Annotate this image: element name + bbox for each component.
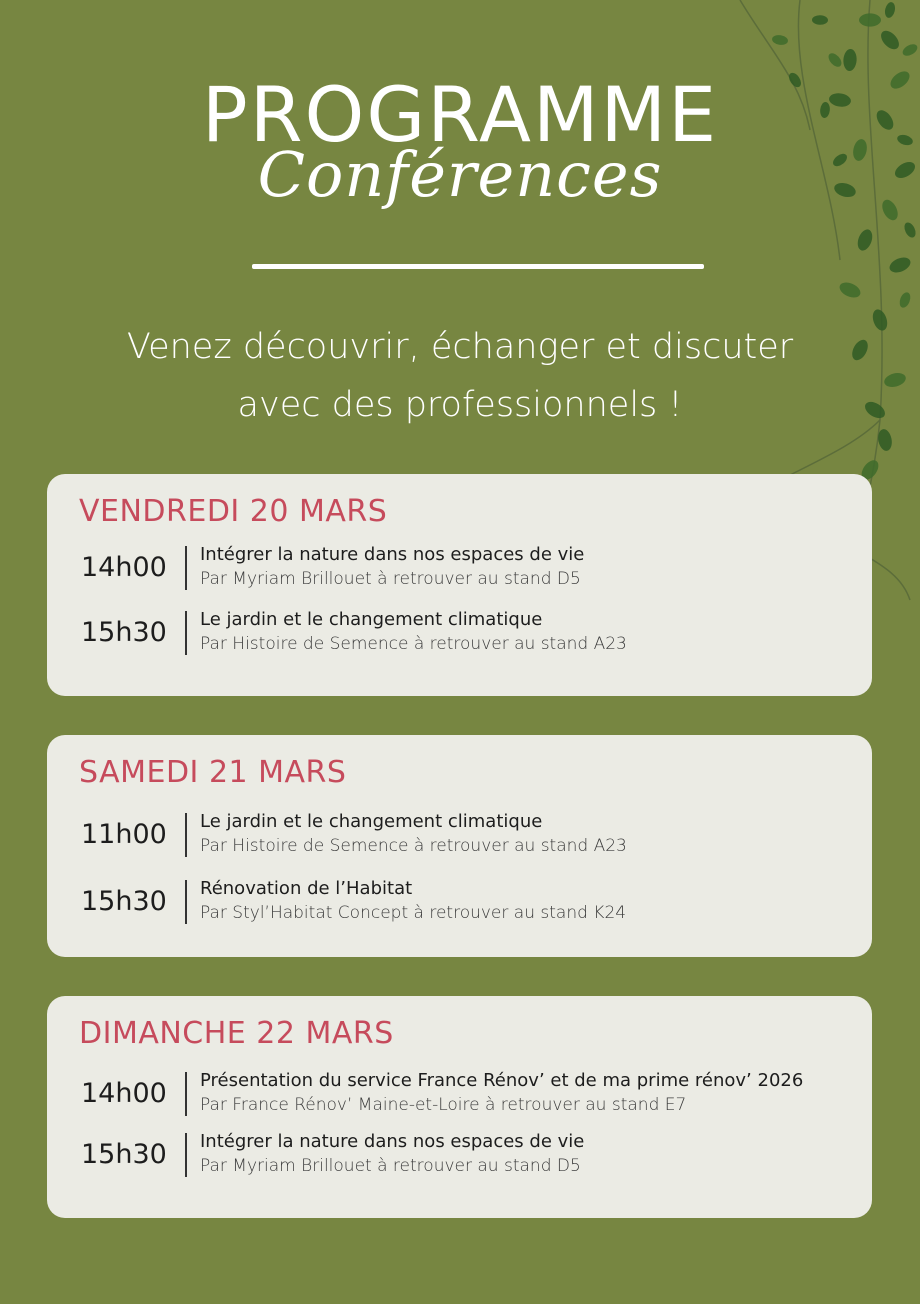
intro-line-1: Venez découvrir, échanger et discuter [126,327,794,367]
intro-line-2: avec des professionnels ! [237,385,683,425]
leaf-icon [884,1,897,19]
page-subtitle: Conférences [257,138,663,211]
day-card-sunday [47,996,872,1218]
separator [185,1072,187,1116]
session-time: 15h30 [81,1139,167,1170]
leaf-icon [878,27,903,52]
session-time: 14h00 [81,552,167,583]
session-title: Intégrer la nature dans nos espaces de vie [200,1131,585,1152]
session-row [47,805,872,865]
day-label: DIMANCHE 22 MARS [79,1016,394,1051]
separator [185,1133,187,1177]
session-speaker: Par Histoire de Semence à retrouver au stand A23 [200,634,627,654]
session-row [47,603,872,663]
session-speaker: Par Myriam Brillouet à retrouver au stand D5 [200,1156,581,1176]
intro-text [0,318,920,434]
leaf-icon [859,13,881,26]
title-divider [252,264,704,269]
session-title: Le jardin et le changement climatique [200,609,543,630]
leaf-icon [855,227,875,252]
session-title: Intégrer la nature dans nos espaces de vie [200,544,585,565]
leaf-icon [887,255,912,276]
session-time: 15h30 [81,886,167,917]
leaf-icon [901,42,920,58]
session-row [47,538,872,598]
session-time: 15h30 [81,617,167,648]
session-time: 11h00 [81,819,167,850]
day-label: VENDREDI 20 MARS [79,494,388,529]
day-label: SAMEDI 21 MARS [79,755,347,790]
separator [185,611,187,655]
session-row [47,1125,872,1185]
session-time: 14h00 [81,1078,167,1109]
separator [185,546,187,590]
session-title: Le jardin et le changement climatique [200,811,543,832]
session-speaker: Par France Rénov’ Maine-et-Loire à retrouver au stand E7 [200,1095,687,1115]
separator [185,813,187,857]
leaf-icon [902,221,918,240]
leaf-icon [843,49,858,72]
separator [185,880,187,924]
day-card-friday [47,474,872,696]
page-title: PROGRAMME [201,70,719,159]
session-title: Rénovation de l’Habitat [200,878,413,899]
leaf-icon [826,51,844,69]
leaf-icon [812,15,828,25]
leaf-icon [771,34,788,46]
session-speaker: Par Myriam Brillouet à retrouver au stand D5 [200,569,581,589]
session-speaker: Par Histoire de Semence à retrouver au stand A23 [200,836,627,856]
session-speaker: Par Styl’Habitat Concept à retrouver au stand K24 [200,903,627,923]
day-card-saturday [47,735,872,957]
leaf-icon [898,291,913,309]
session-title: Présentation du service France Rénov’ et de ma prime rénov’ 2026 [200,1070,804,1091]
session-row [47,872,872,932]
session-row [47,1064,872,1124]
leaf-icon [837,279,862,300]
